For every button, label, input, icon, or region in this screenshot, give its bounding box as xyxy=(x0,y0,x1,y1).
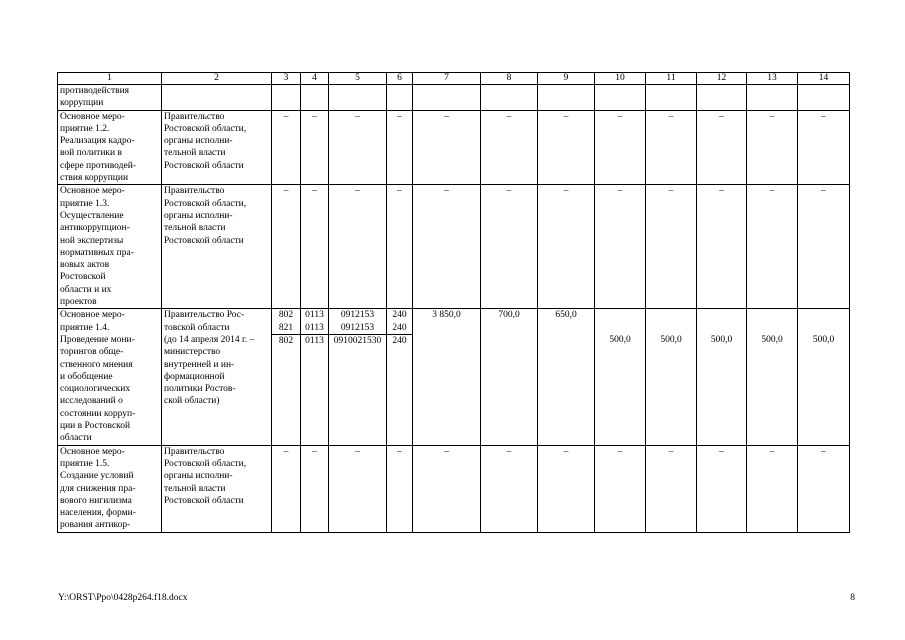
dash-cell: – xyxy=(646,445,697,532)
text-line: приятие 1.4. xyxy=(60,322,110,333)
text-line: для снижения пра- xyxy=(60,483,136,494)
empty-cell xyxy=(747,85,798,111)
text-line: сфере противодей- xyxy=(60,160,136,171)
spacer xyxy=(699,309,744,321)
empty-cell xyxy=(272,85,301,111)
header-cell: 11 xyxy=(646,73,697,85)
dash-cell: – xyxy=(595,110,646,185)
text-line: Правительство xyxy=(164,186,225,197)
spacer xyxy=(749,322,795,334)
measure-name-cell xyxy=(58,185,162,309)
amount-value: 500,0 xyxy=(761,334,783,345)
section-code-cell xyxy=(301,309,329,445)
text-line: Ростовской области, xyxy=(164,198,247,209)
dash-cell: – xyxy=(747,185,798,309)
dash-cell: – xyxy=(413,185,481,309)
spacer xyxy=(749,309,795,321)
dash-cell: – xyxy=(301,185,329,309)
dash-cell: – xyxy=(697,445,747,532)
dash-cell: – xyxy=(387,110,413,185)
text-line: товской области xyxy=(164,322,230,333)
value-cell xyxy=(798,309,850,445)
dash-cell: – xyxy=(329,185,387,309)
dash-cell: – xyxy=(798,445,850,532)
header-cell: 1 xyxy=(58,73,162,85)
text-line: вового нигилизма xyxy=(60,495,132,506)
dash-cell: – xyxy=(481,185,538,309)
executor-cell xyxy=(162,309,272,445)
text-line: органы исполни- xyxy=(164,136,233,147)
amount-value: 500,0 xyxy=(609,334,631,345)
table-row xyxy=(58,445,850,532)
dash-cell: – xyxy=(595,185,646,309)
header-cell: 2 xyxy=(162,73,272,85)
text-line: министерство xyxy=(164,347,221,358)
text-line: ской области) xyxy=(164,396,220,407)
text-line: приятие 1.5. xyxy=(60,458,110,469)
text-line: Правительство xyxy=(164,111,225,122)
text-line: ной экспертизы xyxy=(60,235,124,246)
text-line: политики Ростов- xyxy=(164,384,236,395)
header-cell: 13 xyxy=(747,73,798,85)
footer-file-path: Y:\ORST\Ppo\0428p264.f18.docx xyxy=(58,593,188,603)
dash-cell: – xyxy=(413,445,481,532)
amount-value: 650,0 xyxy=(555,310,577,321)
text-line: Основное меро- xyxy=(60,111,125,122)
dash-cell: – xyxy=(646,185,697,309)
executor-cell xyxy=(162,110,272,185)
text-line: внутренней и ин- xyxy=(164,359,235,370)
table-row xyxy=(58,309,850,445)
dash-cell: – xyxy=(387,445,413,532)
value-cell xyxy=(595,309,646,445)
header-cell: 3 xyxy=(272,73,301,85)
text-line: органы исполни- xyxy=(164,471,233,482)
header-cell: 9 xyxy=(538,73,595,85)
dash-cell: – xyxy=(747,110,798,185)
executor-cell xyxy=(162,445,272,532)
text-line: Правительство Рос- xyxy=(164,310,245,321)
code-value: 240 xyxy=(392,310,407,321)
text-line: Основное меро- xyxy=(60,310,125,321)
header-cell: 10 xyxy=(595,73,646,85)
text-line: Реализация кадро- xyxy=(60,136,135,147)
text-line: Ростовской области, xyxy=(164,123,247,134)
measure-name-cell xyxy=(58,445,162,532)
text-line: (до 14 апреля 2014 г. – xyxy=(164,334,255,345)
empty-cell xyxy=(798,85,850,111)
text-line: и обобщение xyxy=(60,371,113,382)
text-line: приятие 1.2. xyxy=(60,123,110,134)
spacer xyxy=(597,322,643,334)
value-cell xyxy=(413,309,481,445)
empty-cell xyxy=(481,85,538,111)
text-line: ственного мнения xyxy=(60,359,133,370)
footer-page-number: 8 xyxy=(850,593,855,603)
executor-cell xyxy=(162,185,272,309)
executor-cell xyxy=(162,85,272,111)
text-line: проектов xyxy=(60,297,97,308)
dash-cell: – xyxy=(798,185,850,309)
text-line: вой политики в xyxy=(60,148,122,159)
text-line: коррупции xyxy=(60,98,104,109)
text-line: антикоррупцион- xyxy=(60,223,130,234)
text-line: торингов обще- xyxy=(60,347,124,358)
dash-cell: – xyxy=(272,110,301,185)
text-line: рования антикор- xyxy=(60,520,131,531)
dash-cell: – xyxy=(697,185,747,309)
value-cell xyxy=(646,309,697,445)
code-value: 0113 xyxy=(305,335,324,346)
empty-cell xyxy=(301,85,329,111)
empty-cell xyxy=(646,85,697,111)
spacer xyxy=(699,322,744,334)
code-value: 0912153 xyxy=(340,310,375,321)
dash-cell: – xyxy=(329,445,387,532)
dash-cell: – xyxy=(538,445,595,532)
code-value: 802 xyxy=(278,335,294,346)
amount-value: 500,0 xyxy=(710,334,733,345)
measure-name-cell xyxy=(58,85,162,111)
empty-cell xyxy=(697,85,747,111)
amount-value: 3 850,0 xyxy=(432,310,461,321)
text-line: состоянии корруп- xyxy=(60,408,136,419)
text-line: тельной власти xyxy=(164,483,226,494)
dash-cell: – xyxy=(301,445,329,532)
code-value: 240 xyxy=(392,322,407,333)
dash-cell: – xyxy=(481,445,538,532)
header-cell: 6 xyxy=(387,73,413,85)
text-line: Ростовской области xyxy=(164,160,244,171)
empty-cell xyxy=(413,85,481,111)
code-value: 0912153 xyxy=(340,322,375,333)
dash-cell: – xyxy=(413,110,481,185)
text-line: формационной xyxy=(164,371,225,382)
text-line: населения, форми- xyxy=(60,508,136,519)
value-cell xyxy=(538,309,595,445)
target-code-cell xyxy=(329,309,387,445)
text-line: области и их xyxy=(60,284,112,295)
text-line: исследований о xyxy=(60,396,123,407)
spacer xyxy=(648,322,694,334)
ministry-code-cell xyxy=(272,309,301,445)
dash-cell: – xyxy=(301,110,329,185)
text-line: Основное меро- xyxy=(60,446,125,457)
table-row xyxy=(58,110,850,185)
expense-type-cell xyxy=(387,309,413,445)
dash-cell: – xyxy=(329,110,387,185)
dash-cell: – xyxy=(538,110,595,185)
header-cell: 12 xyxy=(697,73,747,85)
header-cell: 4 xyxy=(301,73,329,85)
text-line: Основное меро- xyxy=(60,186,125,197)
text-line: приятие 1.3. xyxy=(60,198,110,209)
text-line: тельной власти xyxy=(164,223,226,234)
code-value: 0113 xyxy=(305,310,324,321)
spacer xyxy=(800,309,847,321)
dash-cell: – xyxy=(538,185,595,309)
amount-value: 500,0 xyxy=(660,334,682,345)
text-line: Ростовской области xyxy=(164,495,244,506)
measure-name-cell xyxy=(58,309,162,445)
empty-cell xyxy=(329,85,387,111)
text-line: тельной власти xyxy=(164,148,226,159)
header-cell: 8 xyxy=(481,73,538,85)
code-value: 0113 xyxy=(305,322,324,333)
text-line: области xyxy=(60,433,92,444)
dash-cell: – xyxy=(646,110,697,185)
value-cell xyxy=(697,309,747,445)
code-value: 821 xyxy=(278,322,294,333)
code-value: 0910021530 xyxy=(333,335,382,346)
text-line: противодействия xyxy=(60,86,130,96)
header-cell: 7 xyxy=(413,73,481,85)
dash-cell: – xyxy=(481,110,538,185)
dash-cell: – xyxy=(387,185,413,309)
text-line: Ростовской xyxy=(60,272,106,283)
text-line: Правительство xyxy=(164,446,225,457)
value-cell xyxy=(481,309,538,445)
measure-name-cell xyxy=(58,110,162,185)
text-line: социологических xyxy=(60,384,131,395)
dash-cell: – xyxy=(595,445,646,532)
spacer xyxy=(648,309,694,321)
text-line: Проведение мони- xyxy=(60,334,135,345)
dash-cell: – xyxy=(272,185,301,309)
spacer xyxy=(597,309,643,321)
dash-cell: – xyxy=(747,445,798,532)
header-cell: 14 xyxy=(798,73,850,85)
text-line: Создание условий xyxy=(60,471,134,482)
amount-value: 500,0 xyxy=(812,334,835,345)
text-line: Ростовской области, xyxy=(164,458,247,469)
dash-cell: – xyxy=(798,110,850,185)
column-number-header-row xyxy=(58,73,850,85)
empty-cell xyxy=(538,85,595,111)
table-row xyxy=(58,85,850,111)
text-line: ствия коррупции xyxy=(60,173,129,184)
text-line: Осуществление xyxy=(60,210,124,221)
text-line: вовых актов xyxy=(60,260,110,271)
empty-cell xyxy=(387,85,413,111)
text-line: нормативных пра- xyxy=(60,247,134,258)
value-cell xyxy=(747,309,798,445)
spacer xyxy=(800,322,847,334)
dash-cell: – xyxy=(272,445,301,532)
text-line: ции в Ростовской xyxy=(60,421,131,432)
dash-cell: – xyxy=(697,110,747,185)
empty-cell xyxy=(595,85,646,111)
amount-value: 700,0 xyxy=(498,310,520,321)
code-value: 802 xyxy=(278,310,294,321)
text-line: органы исполни- xyxy=(164,210,233,221)
table-row xyxy=(58,185,850,309)
text-line: Ростовской области xyxy=(164,235,244,246)
code-value: 240 xyxy=(392,335,407,346)
budget-table xyxy=(57,72,850,533)
header-cell: 5 xyxy=(329,73,387,85)
